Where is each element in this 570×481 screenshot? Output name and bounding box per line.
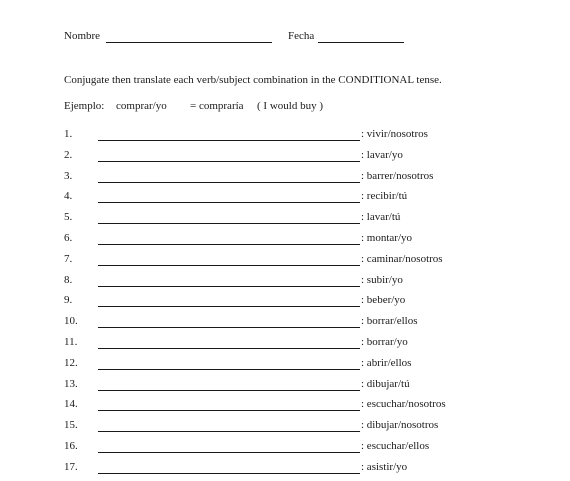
- item-number: 3.: [64, 169, 73, 182]
- verb-prompt: : montar/yo: [361, 232, 413, 244]
- item-number: 10.: [64, 315, 78, 328]
- item-number: 5.: [64, 211, 73, 224]
- item-number: 9.: [64, 294, 73, 307]
- answer-blank[interactable]: [98, 306, 360, 307]
- answer-blank[interactable]: [98, 327, 360, 328]
- exercise-row: [0, 253, 570, 273]
- exercise-row: [0, 419, 570, 439]
- item-number: 6.: [64, 232, 73, 244]
- item-number: 17.: [64, 460, 78, 473]
- fecha-label: Fecha: [288, 30, 315, 42]
- answer-blank[interactable]: [98, 473, 360, 474]
- verb-prompt: : asistir/yo: [361, 460, 408, 473]
- answer-blank[interactable]: [98, 452, 360, 453]
- verb-prompt: : dibujar/nosotros: [361, 419, 439, 432]
- verb-prompt: : beber/yo: [361, 294, 406, 307]
- item-number: 14.: [64, 398, 78, 411]
- item-number: 1.: [64, 128, 73, 140]
- exercise-row: [0, 461, 570, 481]
- answer-blank[interactable]: [98, 182, 360, 183]
- exercise-row: [0, 294, 570, 314]
- exercise-row: [0, 398, 570, 418]
- verb-prompt: : barrer/nosotros: [361, 169, 434, 182]
- exercise-row: [0, 190, 570, 210]
- answer-blank[interactable]: [98, 348, 360, 349]
- answer-blank[interactable]: [98, 265, 360, 266]
- item-number: 11.: [64, 336, 78, 348]
- item-number: 13.: [64, 377, 78, 390]
- verb-prompt: : caminar/nosotros: [361, 252, 443, 265]
- verb-prompt: : borrar/ellos: [361, 315, 418, 328]
- exercise-row: [0, 149, 570, 169]
- exercise-row: [0, 357, 570, 377]
- item-number: 7.: [64, 252, 73, 265]
- exercise-row: [0, 211, 570, 231]
- fecha-field[interactable]: [318, 42, 404, 43]
- exercise-row: [0, 274, 570, 294]
- verb-prompt: : escuchar/ellos: [361, 440, 430, 452]
- exercise-row: [0, 440, 570, 460]
- answer-blank[interactable]: [98, 410, 360, 411]
- example-translation: ( I would buy ): [257, 100, 323, 112]
- answer-blank[interactable]: [98, 286, 360, 287]
- verb-prompt: : subir/yo: [361, 273, 403, 286]
- exercise-row: [0, 378, 570, 398]
- example-verb: comprar/yo: [116, 100, 167, 112]
- verb-prompt: : lavar/tú: [361, 211, 401, 224]
- verb-prompt: : dibujar/tú: [361, 377, 410, 390]
- verb-prompt: : lavar/yo: [361, 148, 403, 161]
- exercise-row: [0, 232, 570, 252]
- verb-prompt: : escuchar/nosotros: [361, 398, 446, 411]
- item-number: 16.: [64, 440, 78, 452]
- answer-blank[interactable]: [98, 244, 360, 245]
- answer-blank[interactable]: [98, 390, 360, 391]
- exercise-row: [0, 170, 570, 190]
- item-number: 12.: [64, 356, 78, 369]
- item-number: 15.: [64, 419, 78, 432]
- answer-blank[interactable]: [98, 223, 360, 224]
- verb-prompt: : abrir/ellos: [361, 356, 412, 369]
- item-number: 2.: [64, 148, 73, 161]
- verb-prompt: : recibir/tú: [361, 190, 408, 203]
- answer-blank[interactable]: [98, 161, 360, 162]
- answer-blank[interactable]: [98, 431, 360, 432]
- item-number: 8.: [64, 273, 73, 286]
- nombre-label: Nombre: [64, 30, 101, 42]
- exercise-row: [0, 336, 570, 356]
- verb-prompt: : vivir/nosotros: [361, 128, 428, 140]
- answer-blank[interactable]: [98, 140, 360, 141]
- example-label: Ejemplo:: [64, 100, 105, 112]
- example-answer: = compraría: [190, 100, 244, 112]
- answer-blank[interactable]: [98, 369, 360, 370]
- item-number: 4.: [64, 190, 73, 203]
- instructions: Conjugate then translate each verb/subject combination in the CONDITIONAL tense.: [64, 74, 442, 86]
- answer-blank[interactable]: [98, 202, 360, 203]
- exercise-row: [0, 128, 570, 148]
- nombre-field[interactable]: [106, 42, 272, 43]
- exercise-row: [0, 315, 570, 335]
- verb-prompt: : borrar/yo: [361, 336, 408, 348]
